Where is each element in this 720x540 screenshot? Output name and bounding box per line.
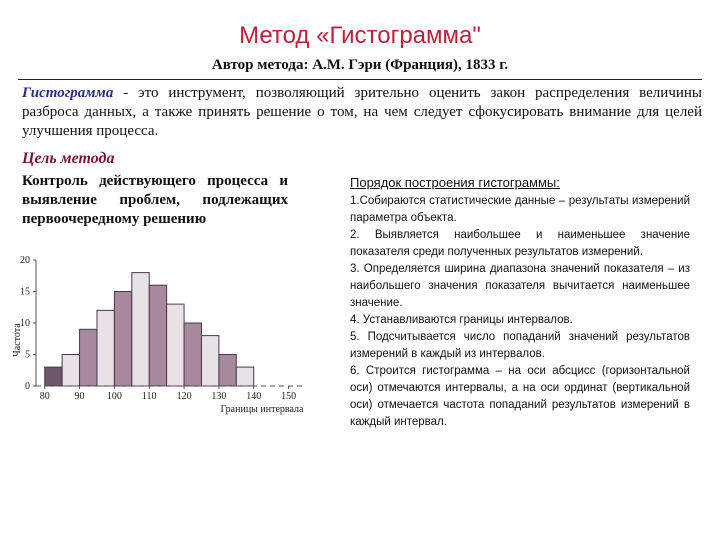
y-tick-label: 15 <box>20 286 30 298</box>
author-line: Автор метода: А.М. Гэри (Франция), 1833 г. <box>211 57 509 73</box>
y-tick-label: 5 <box>25 349 30 361</box>
histogram-bar <box>45 367 62 386</box>
histogram-chart <box>6 250 326 430</box>
page-title: Метод «Гистограмма" <box>239 22 481 49</box>
y-axis-label: Частота <box>12 323 23 357</box>
definition-term: Гистограмма <box>22 85 114 101</box>
step-item: 1.Собираются статистические данные – результаты измерений параметра объекта. <box>350 195 690 224</box>
histogram-bar <box>219 355 236 387</box>
x-tick-label: 80 <box>39 391 50 402</box>
step-item: 4. Устанавливаются границы интервалов. <box>350 314 573 326</box>
step-item: 2. Выявляется наибольшее и наименьшее значение показателя среди полученных результатов измерений. <box>350 229 690 258</box>
goal-text: Контроль действующего процесса и выявление проблем, подлежащих первоочередному решению <box>22 173 288 227</box>
x-tick-label: 140 <box>246 391 262 402</box>
x-tick-label: 150 <box>281 391 297 402</box>
histogram-bar <box>236 367 253 386</box>
step-item: 3. Определяется ширина диапазона значений показателя – из наибольшего значения показателя вычитается наименьшее значение. <box>350 263 690 309</box>
step-item: 6. Строится гистограмма – на оси абсцисс (горизонтальной оси) отмечаются интервалы, а на оси ординат (вертикальной оси) отмечается частота попаданий результатов измерений в каждый интервал. <box>350 365 690 428</box>
x-tick-label: 120 <box>176 391 192 402</box>
histogram-bar <box>201 336 218 386</box>
histogram-bar <box>149 285 166 386</box>
histogram-bar <box>114 292 131 387</box>
y-tick-label: 0 <box>25 381 30 392</box>
definition-paragraph <box>22 84 702 141</box>
x-tick-label: 110 <box>141 391 157 402</box>
x-tick-label: 100 <box>106 391 122 402</box>
histogram-bar <box>62 355 79 387</box>
steps-heading: Порядок построения гистограммы: <box>350 175 560 190</box>
x-tick-label: 90 <box>74 391 85 402</box>
histogram-bar <box>132 273 149 386</box>
divider <box>18 79 702 80</box>
y-tick-label: 10 <box>20 318 30 329</box>
histogram-bar <box>167 304 184 386</box>
goal-heading: Цель метода <box>22 150 115 167</box>
bars-group <box>45 273 254 386</box>
histogram-bar <box>184 323 201 386</box>
steps-list <box>350 193 690 431</box>
histogram-bar <box>97 310 114 386</box>
y-tick-label: 20 <box>20 255 30 266</box>
definition-text: - это инструмент, позволяющий зрительно оценить закон распределения величины разброса данных, а также принять решение о том, на чем следует сфокусировать внимание для целей улучшения процесса. <box>22 85 702 139</box>
x-tick-label: 130 <box>211 391 227 402</box>
x-axis-label: Границы интервала <box>220 404 304 415</box>
step-item: 5. Подсчитывается число попаданий значений результатов измерений в каждый из интервалов. <box>350 331 690 360</box>
histogram-bar <box>80 329 97 386</box>
